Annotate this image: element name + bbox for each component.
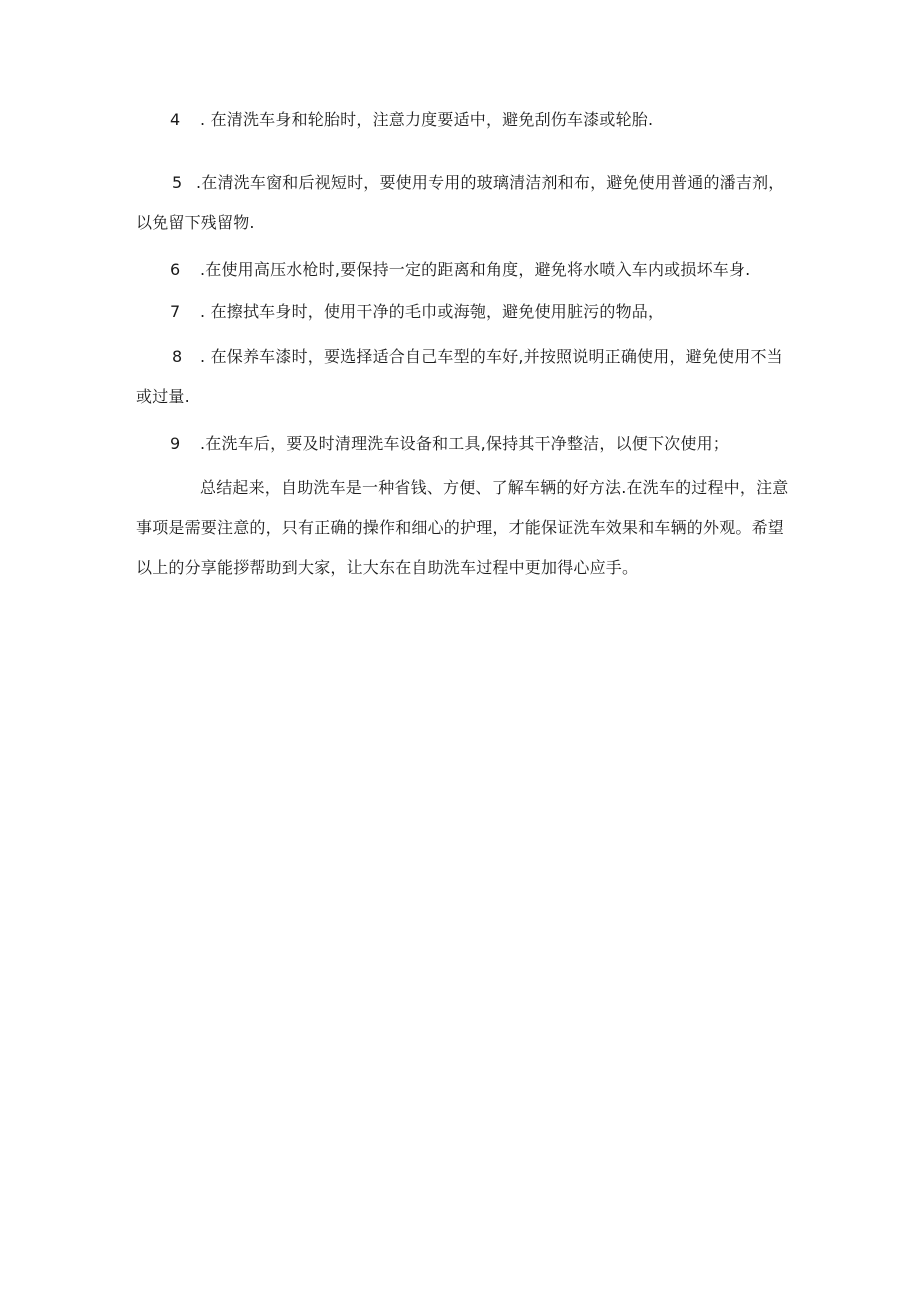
list-item-5 <box>136 163 796 243</box>
summary-text: 总结起来，自助洗车是一种省钱、方便、了解车辆的好方法.在洗车的过程中，注意事项是需要注意的，只有正确的操作和细心的护理，才能保证洗车效果和车辆的外观。希望以上的分享能拶帮助到大家，让大东在自助洗车过程中更加得心应手。 <box>136 478 789 577</box>
item-text: . 在清洗车身和轮胎时，注意力度要适中，避免刮伤车漆或轮胎. <box>200 110 654 129</box>
item-number: 5 <box>172 173 183 192</box>
list-item-4 <box>136 100 796 140</box>
item-text: .在洗车后，要及时清理洗车设备和工具,保持其干净整洁，以便下次使用； <box>200 434 729 453</box>
item-number: 6 <box>170 260 181 279</box>
summary-paragraph <box>136 468 796 588</box>
list-item-7 <box>136 292 796 332</box>
item-number: 7 <box>170 302 181 321</box>
item-number: 8 <box>172 347 183 366</box>
list-item-9 <box>136 424 796 464</box>
item-number: 9 <box>170 434 181 453</box>
list-item-6 <box>136 250 796 290</box>
item-text: .在使用高压水枪时,要保持一定的距离和角度，避免将水喷入车内或损坏车身. <box>200 260 751 279</box>
list-item-8 <box>136 337 796 417</box>
item-text: .在清洗车窗和后视短时，要使用专用的玻璃清洁剂和布，避免使用普通的潘吉剂，以免留下残留物. <box>136 173 785 232</box>
item-text: . 在擦拭车身时，使用干净的毛巾或海匏，避免使用脏污的物品， <box>200 302 665 321</box>
item-number: 4 <box>170 110 181 129</box>
item-text: . 在保养车漆时，要选择适合自己车型的车好,并按照说明正确使用，避免使用不当或过量. <box>136 347 783 406</box>
